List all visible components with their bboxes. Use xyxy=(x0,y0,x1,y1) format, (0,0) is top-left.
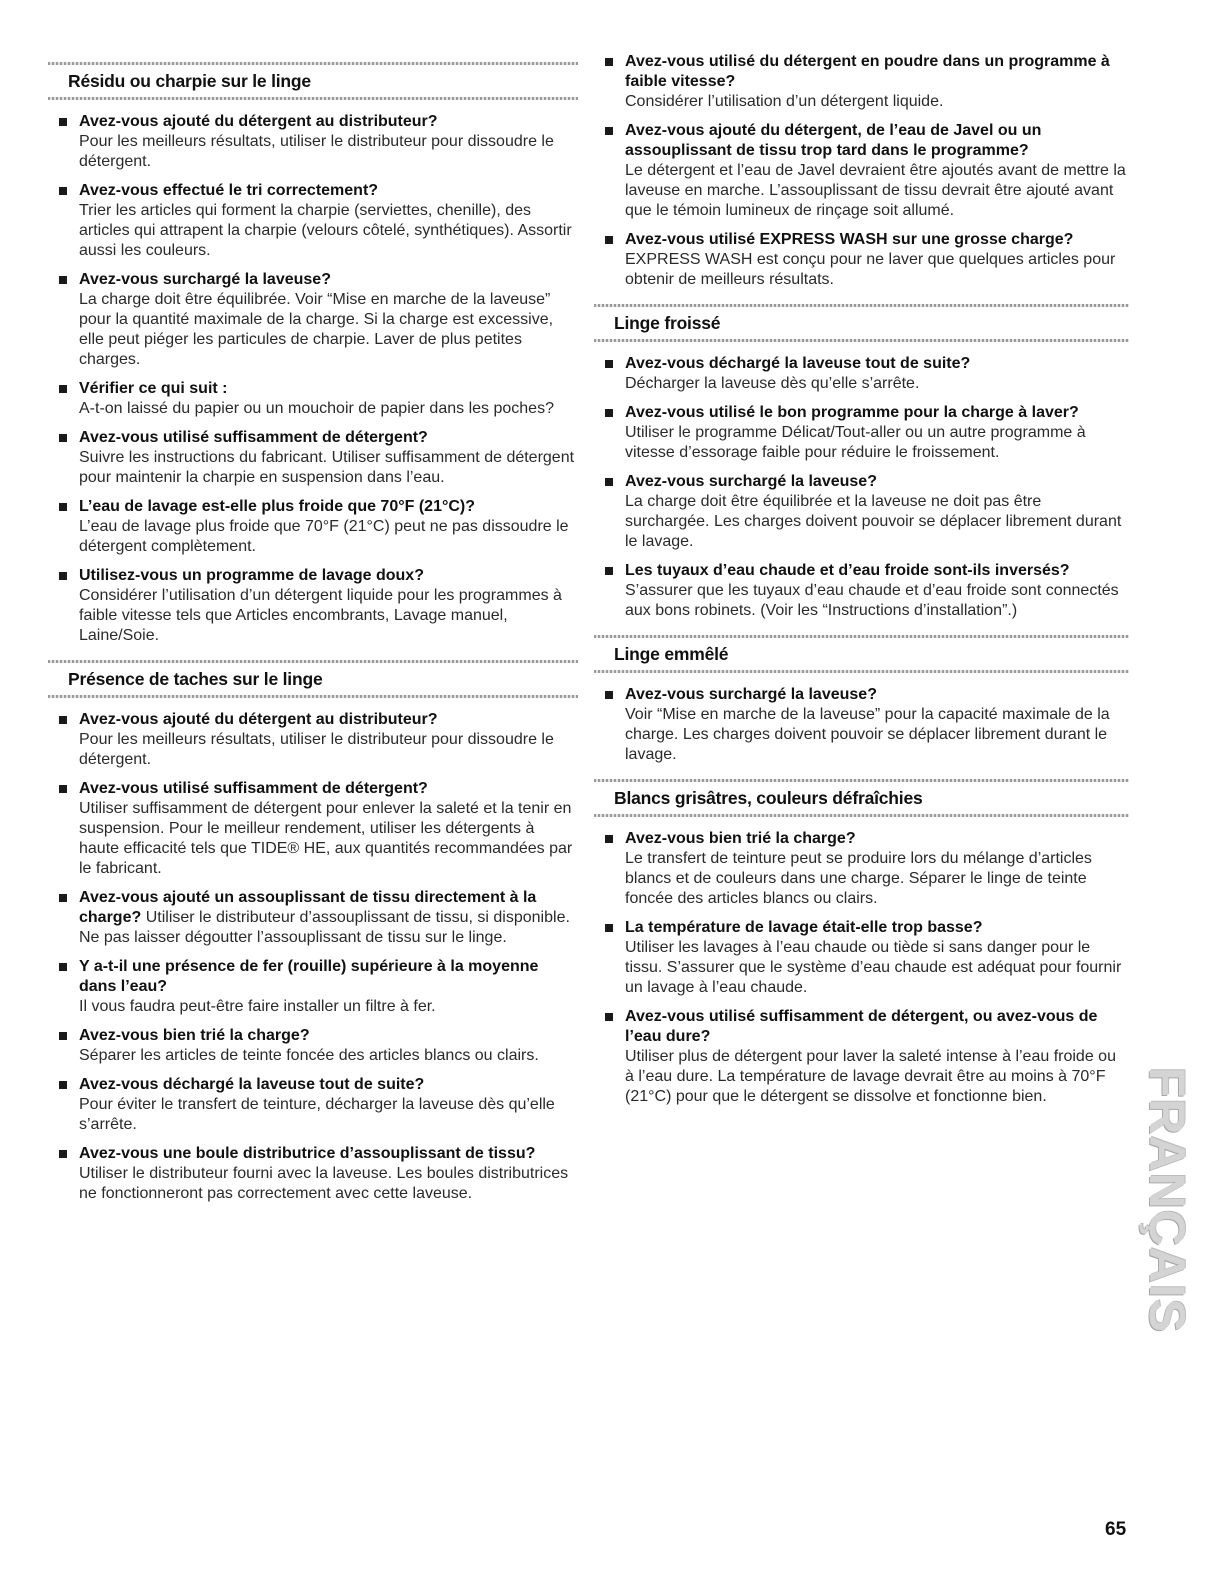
qa-item xyxy=(594,403,1129,463)
qa-item xyxy=(594,829,1129,909)
bullet-icon xyxy=(605,924,613,932)
answer: Utiliser le distributeur fourni avec la laveuse. Les boules distributrices ne fonctionneront pas correctement avec cette laveuse. xyxy=(79,1165,569,1202)
qa-item xyxy=(48,957,578,1017)
question: Avez-vous une boule distributrice d’assouplissant de tissu? xyxy=(79,1145,536,1162)
question: Avez-vous utilisé suffisamment de détergent, ou avez-vous de l’eau dure? xyxy=(625,1008,1098,1045)
bullet-icon xyxy=(605,360,613,368)
bullet-icon xyxy=(59,785,67,793)
bullet-icon xyxy=(59,1150,67,1158)
answer: Voir “Mise en marche de la laveuse” pour la capacité maximale de la charge. Les charges doivent pouvoir se déplacer librement durant le lavage. xyxy=(625,706,1110,763)
page-number: 65 xyxy=(1105,1519,1127,1540)
answer: Utiliser le distributeur d’assouplissant de tissu, si disponible. Ne pas laisser dégoutter l’assouplissant de tissu sur le linge. xyxy=(79,909,570,946)
question: Avez-vous utilisé du détergent en poudre dans un programme à faible vitesse? xyxy=(625,53,1110,90)
section-header xyxy=(48,62,578,100)
answer: Utiliser plus de détergent pour laver la saleté intense à l’eau froide ou à l’eau dure. La température de lavage devrait être au moins à 70°F (21°C) pour que le détergent se dissolve et fonctionne bien. xyxy=(625,1048,1116,1105)
bullet-icon xyxy=(59,963,67,971)
bullet-icon xyxy=(605,409,613,417)
qa-item xyxy=(48,497,578,557)
section-title: Blancs grisâtres, couleurs défraîchies xyxy=(614,788,923,808)
question: Avez-vous déchargé la laveuse tout de suite? xyxy=(79,1076,425,1093)
question: Avez-vous utilisé suffisamment de détergent? xyxy=(79,780,428,797)
question: Avez-vous ajouté du détergent au distributeur? xyxy=(79,113,438,130)
question: Avez-vous utilisé EXPRESS WASH sur une grosse charge? xyxy=(625,231,1074,248)
bullet-icon xyxy=(605,478,613,486)
qa-item xyxy=(594,52,1129,112)
qa-item xyxy=(594,230,1129,290)
question: Avez-vous utilisé le bon programme pour la charge à laver? xyxy=(625,404,1079,421)
continued-items xyxy=(594,52,1129,290)
bullet-icon xyxy=(605,1013,613,1021)
answer: Trier les articles qui forment la charpie (serviettes, chenille), des articles qui attrapent la charpie (velours côtelé, synthétiques). Assortir aussi les couleurs. xyxy=(79,202,572,259)
bullet-icon xyxy=(605,567,613,575)
answer: Décharger la laveuse dès qu’elle s’arrête. xyxy=(625,375,920,392)
answer: Il vous faudra peut-être faire installer un filtre à fer. xyxy=(79,998,436,1015)
bullet-icon xyxy=(59,276,67,284)
question: Avez-vous utilisé suffisamment de détergent? xyxy=(79,429,428,446)
qa-item xyxy=(48,1144,578,1204)
bullet-icon xyxy=(59,716,67,724)
answer: Utiliser suffisamment de détergent pour enlever la saleté et la tenir en suspension. Pour le meilleur rendement, utiliser les détergents à haute efficacité tels que TIDE® HE, aux quantités recommandées par le fabricant. xyxy=(79,800,573,877)
question: Y a-t-il une présence de fer (rouille) supérieure à la moyenne dans l’eau? xyxy=(79,958,539,995)
answer: L’eau de lavage plus froide que 70°F (21°C) peut ne pas dissoudre le détergent complètement. xyxy=(79,518,569,555)
question: Avez-vous surchargé la laveuse? xyxy=(79,271,331,288)
question: Avez-vous déchargé la laveuse tout de suite? xyxy=(625,355,971,372)
answer: Le détergent et l’eau de Javel devraient être ajoutés avant de mettre la laveuse en marche. L’assouplissant de tissu devrait être ajouté avant que le témoin lumineux de rinçage soit allumé. xyxy=(625,162,1126,219)
question: Avez-vous surchargé la laveuse? xyxy=(625,686,877,703)
section-linge-froisse xyxy=(594,304,1129,621)
language-label: FRANÇAIS xyxy=(1139,1066,1196,1334)
question: Avez-vous ajouté un assouplissant de tissu directement à la charge? xyxy=(79,889,537,926)
question: Avez-vous bien trié la charge? xyxy=(79,1027,310,1044)
bullet-icon xyxy=(605,835,613,843)
question: Vérifier ce qui suit : xyxy=(79,380,228,397)
bullet-icon xyxy=(605,127,613,135)
qa-item xyxy=(594,918,1129,998)
qa-item xyxy=(594,472,1129,552)
question: Avez-vous ajouté du détergent, de l’eau de Javel ou un assouplissant de tissu trop tard dans le programme? xyxy=(625,122,1042,159)
bullet-icon xyxy=(605,58,613,66)
qa-item xyxy=(48,270,578,370)
qa-item xyxy=(594,561,1129,621)
question: Avez-vous surchargé la laveuse? xyxy=(625,473,877,490)
section-header xyxy=(594,779,1129,817)
qa-item xyxy=(48,1075,578,1135)
qa-item xyxy=(594,1007,1129,1107)
qa-item xyxy=(48,181,578,261)
bullet-icon xyxy=(59,118,67,126)
qa-item xyxy=(48,428,578,488)
section-blancs-grisatres xyxy=(594,779,1129,1107)
bullet-icon xyxy=(59,434,67,442)
question: L’eau de lavage est-elle plus froide que 70°F (21°C)? xyxy=(79,498,476,515)
language-side-tab xyxy=(1139,1055,1196,1345)
answer: S’assurer que les tuyaux d’eau chaude et d’eau froide sont connectés aux bons robinets. (Voir les “Instructions d’installation”.) xyxy=(625,582,1119,619)
section-header xyxy=(48,660,578,698)
bullet-icon xyxy=(59,187,67,195)
left-column xyxy=(48,62,578,1213)
question: Utilisez-vous un programme de lavage doux? xyxy=(79,567,424,584)
answer: Pour les meilleurs résultats, utiliser le distributeur pour dissoudre le détergent. xyxy=(79,731,554,768)
qa-item xyxy=(48,379,578,419)
bullet-icon xyxy=(605,691,613,699)
qa-item xyxy=(48,710,578,770)
qa-item xyxy=(594,354,1129,394)
answer: Utiliser le programme Délicat/Tout-aller ou un autre programme à vitesse d’essorage faible pour réduire le froissement. xyxy=(625,424,1086,461)
section-title: Linge emmêlé xyxy=(614,644,729,664)
bullet-icon xyxy=(59,1032,67,1040)
qa-item xyxy=(594,685,1129,765)
section-header xyxy=(594,304,1129,342)
right-column xyxy=(594,52,1129,1116)
answer: A-t-on laissé du papier ou un mouchoir de papier dans les poches? xyxy=(79,400,554,417)
section-linge-emmele xyxy=(594,635,1129,765)
qa-item xyxy=(48,888,578,948)
bullet-icon xyxy=(59,1081,67,1089)
bullet-icon xyxy=(59,503,67,511)
question: Avez-vous bien trié la charge? xyxy=(625,830,856,847)
qa-item xyxy=(48,1026,578,1066)
answer: Considérer l’utilisation d’un détergent liquide. xyxy=(625,93,944,110)
section-taches xyxy=(48,660,578,1204)
section-title: Linge froissé xyxy=(614,313,721,333)
bullet-icon xyxy=(59,894,67,902)
bullet-icon xyxy=(605,236,613,244)
section-title: Résidu ou charpie sur le linge xyxy=(68,71,311,91)
section-header xyxy=(594,635,1129,673)
question: Avez-vous ajouté du détergent au distributeur? xyxy=(79,711,438,728)
qa-item xyxy=(48,112,578,172)
qa-item xyxy=(48,779,578,879)
answer: Pour éviter le transfert de teinture, décharger la laveuse dès qu’elle s’arrête. xyxy=(79,1096,555,1133)
answer: Utiliser les lavages à l’eau chaude ou tiède si sans danger pour le tissu. S’assurer que le système d’eau chaude est adéquat pour fournir un lavage à l’eau chaude. xyxy=(625,939,1122,996)
answer: EXPRESS WASH est conçu pour ne laver que quelques articles pour obtenir de meilleurs résultats. xyxy=(625,251,1116,288)
qa-item xyxy=(594,121,1129,221)
answer: Pour les meilleurs résultats, utiliser le distributeur pour dissoudre le détergent. xyxy=(79,133,554,170)
section-title: Présence de taches sur le linge xyxy=(68,669,323,689)
answer: Considérer l’utilisation d’un détergent liquide pour les programmes à faible vitesse tels que Articles encombrants, Lavage manuel, Laine/Soie. xyxy=(79,587,562,644)
bullet-icon xyxy=(59,385,67,393)
question: Les tuyaux d’eau chaude et d’eau froide sont-ils inversés? xyxy=(625,562,1070,579)
answer: Le transfert de teinture peut se produire lors du mélange d’articles blancs et de couleurs dans une charge. Séparer le linge de teinte foncée des articles blancs ou clairs. xyxy=(625,850,1092,907)
bullet-icon xyxy=(59,572,67,580)
answer: La charge doit être équilibrée. Voir “Mise en marche de la laveuse” pour la quantité maximale de la charge. Si la charge est excessive, elle peut piéger les particules de charpie. Laver de plus petites charges. xyxy=(79,291,554,368)
question: Avez-vous effectué le tri correctement? xyxy=(79,182,379,199)
answer: Suivre les instructions du fabricant. Utiliser suffisamment de détergent pour maintenir la charpie en suspension dans l’eau. xyxy=(79,449,575,486)
answer: La charge doit être équilibrée et la laveuse ne doit pas être surchargée. Les charges doivent pouvoir se déplacer librement durant le lavage. xyxy=(625,493,1122,550)
section-residu xyxy=(48,62,578,646)
answer: Séparer les articles de teinte foncée des articles blancs ou clairs. xyxy=(79,1047,539,1064)
qa-item xyxy=(48,566,578,646)
question: La température de lavage était-elle trop basse? xyxy=(625,919,983,936)
